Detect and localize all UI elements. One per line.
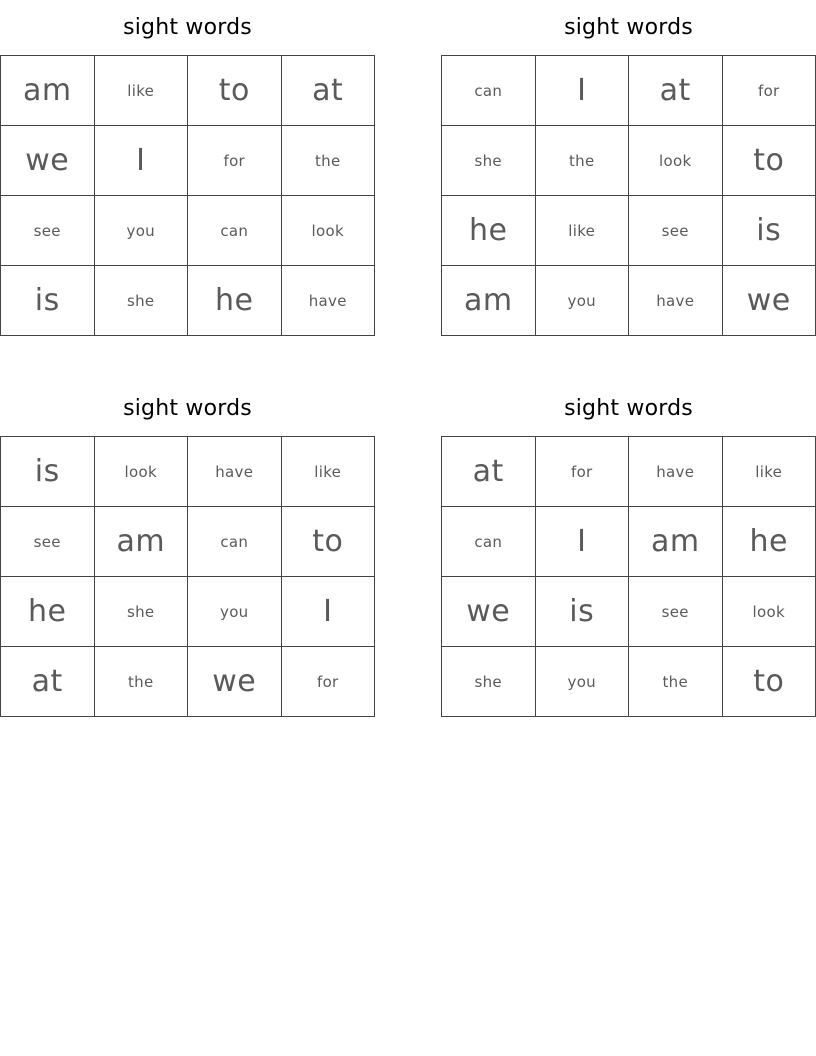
word-cell: we [723,266,816,336]
word-cell: can [442,56,536,126]
word-cell: can [188,196,282,266]
word-cell: see [1,196,95,266]
word-cell: is [1,266,95,336]
word-cell: you [188,577,282,647]
word-cell: have [282,266,376,336]
card-title: sight words [123,15,252,40]
word-grid [0,55,375,336]
word-cell: is [536,577,630,647]
word-cell: to [723,126,816,196]
word-cell: see [629,196,723,266]
word-cell: is [723,196,816,266]
word-cell: have [629,266,723,336]
word-cell: she [442,647,536,717]
word-cell: she [95,577,189,647]
word-cell: for [282,647,376,717]
word-cell: I [536,507,630,577]
bingo-card-3 [0,381,375,717]
word-grid [441,436,816,717]
word-cell: at [282,56,376,126]
word-cell: for [188,126,282,196]
word-cell: for [536,437,630,507]
word-cell: see [629,577,723,647]
word-cell: she [442,126,536,196]
word-cell: the [536,126,630,196]
word-cell: I [282,577,376,647]
bingo-card-4 [441,381,816,717]
word-cell: to [188,56,282,126]
card-title: sight words [564,15,693,40]
word-cell: like [95,56,189,126]
word-cell: look [95,437,189,507]
word-cell: can [188,507,282,577]
word-cell: you [536,647,630,717]
word-cell: we [442,577,536,647]
word-cell: you [536,266,630,336]
word-cell: I [536,56,630,126]
word-cell: look [723,577,816,647]
word-grid [441,55,816,336]
word-cell: have [629,437,723,507]
word-cell: at [442,437,536,507]
word-cell: for [723,56,816,126]
word-cell: see [1,507,95,577]
word-cell: to [282,507,376,577]
word-cell: I [95,126,189,196]
word-cell: you [95,196,189,266]
bingo-card-1 [0,0,375,336]
word-cell: look [282,196,376,266]
word-cell: she [95,266,189,336]
word-grid [0,436,375,717]
word-cell: he [442,196,536,266]
word-cell: the [629,647,723,717]
word-cell: can [442,507,536,577]
word-cell: the [282,126,376,196]
word-cell: to [723,647,816,717]
word-cell: am [1,56,95,126]
word-cell: am [442,266,536,336]
word-cell: like [723,437,816,507]
word-cell: is [1,437,95,507]
word-cell: have [188,437,282,507]
word-cell: am [95,507,189,577]
word-cell: the [95,647,189,717]
word-cell: he [723,507,816,577]
word-cell: we [188,647,282,717]
card-title: sight words [564,396,693,421]
word-cell: like [536,196,630,266]
word-cell: at [1,647,95,717]
word-cell: at [629,56,723,126]
bingo-card-2 [441,0,816,336]
word-cell: am [629,507,723,577]
word-cell: he [1,577,95,647]
word-cell: like [282,437,376,507]
card-title: sight words [123,396,252,421]
word-cell: we [1,126,95,196]
word-cell: he [188,266,282,336]
word-cell: look [629,126,723,196]
